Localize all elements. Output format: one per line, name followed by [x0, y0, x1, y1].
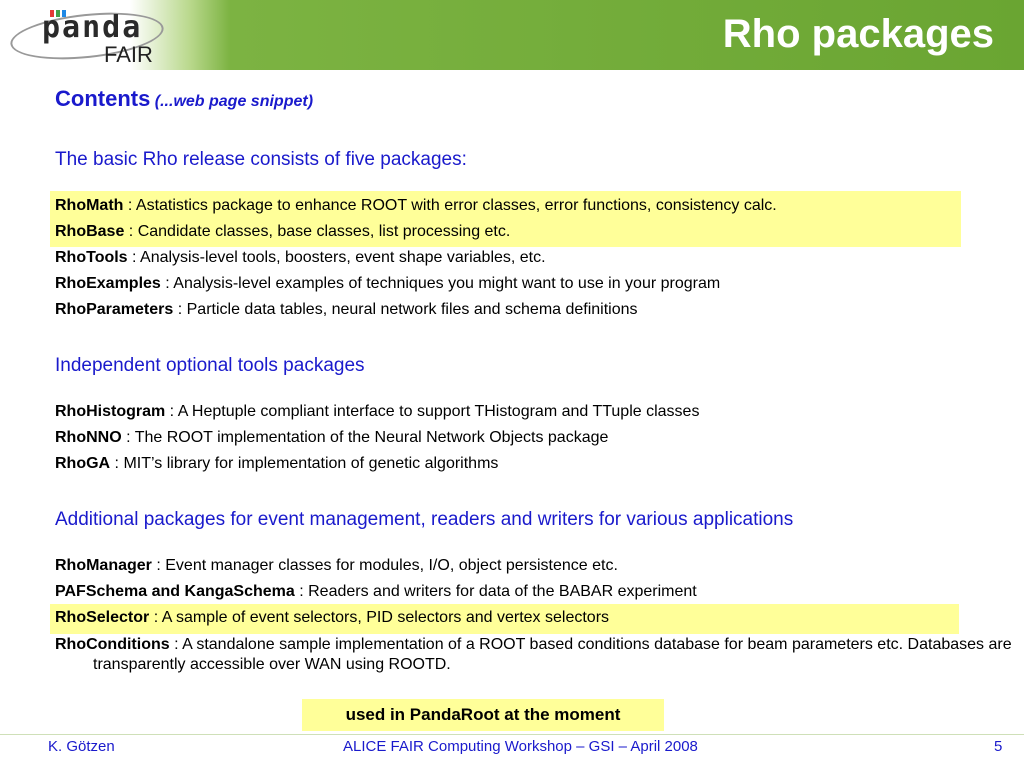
package-item: RhoManager : Event manager classes for modules, I/O, object persistence etc. [55, 557, 618, 574]
package-item: RhoSelector : A sample of event selectors, PID selectors and vertex selectors [55, 609, 610, 626]
section-heading-basic: The basic Rho release consists of five packages: [55, 149, 467, 170]
package-item: RhoHistogram : A Heptuple compliant interface to support THistogram and TTuple classes [55, 403, 700, 420]
panda-fair-logo [8, 4, 178, 68]
header-bar [0, 0, 1024, 70]
package-item: RhoTools : Analysis-level tools, boosters, event shape variables, etc. [55, 249, 546, 266]
package-item: RhoBase : Candidate classes, base classes, list processing etc. [55, 223, 511, 240]
slide-title: Rho packages [722, 12, 994, 56]
package-item: RhoMath : Astatistics package to enhance ROOT with error classes, error functions, consistency calc. [55, 197, 777, 214]
footer-page-number: 5 [994, 738, 1003, 755]
pandaroot-usage-badge: used in PandaRoot at the moment [302, 699, 664, 731]
contents-note: (...web page snippet) [154, 93, 314, 110]
footer-author: K. Götzen [48, 738, 115, 755]
package-item: PAFSchema and KangaSchema : Readers and writers for data of the BABAR experiment [55, 583, 697, 600]
contents-label: Contents [55, 86, 151, 111]
logo-fair-text: FAIR [104, 42, 153, 67]
section-heading-additional: Additional packages for event management, readers and writers for various applications [55, 509, 794, 530]
package-item: RhoNNO : The ROOT implementation of the Neural Network Objects package [55, 429, 609, 446]
package-item: RhoExamples : Analysis-level examples of techniques you might want to use in your program [55, 275, 721, 292]
package-item: RhoConditions : A standalone sample implementation of a ROOT based conditions database for beam parameters etc. Databases are transparently accessible over WAN using ROOTD. [55, 636, 1012, 673]
footer-event: ALICE FAIR Computing Workshop – GSI – April 2008 [343, 738, 698, 755]
logo-panda-text: panda [42, 10, 143, 45]
section-heading-optional: Independent optional tools packages [55, 355, 365, 376]
contents-heading [55, 86, 313, 112]
footer-divider [0, 734, 1024, 735]
package-item: RhoParameters : Particle data tables, neural network files and schema definitions [55, 301, 638, 318]
package-item: RhoGA : MIT’s library for implementation of genetic algorithms [55, 455, 499, 472]
